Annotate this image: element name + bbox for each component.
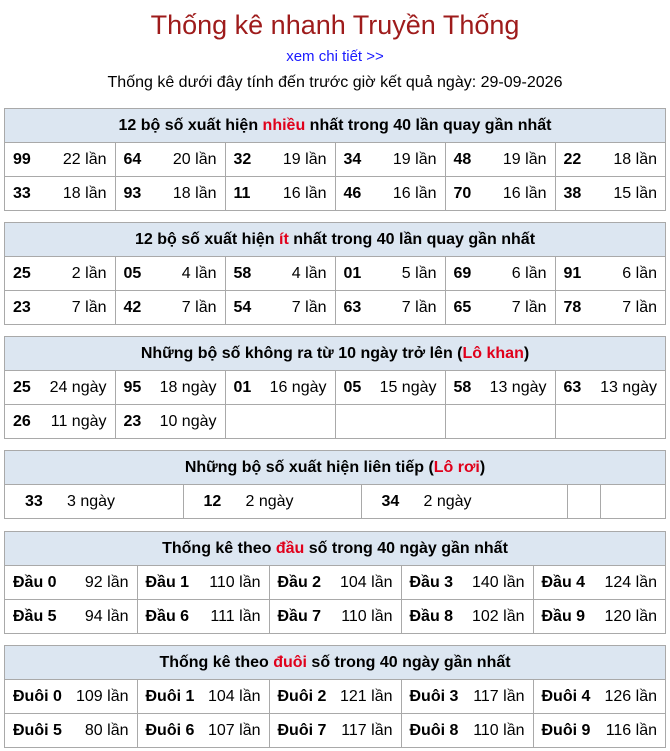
stat-cell xyxy=(401,600,533,634)
stat-number: Đuôi 4 xyxy=(541,687,591,705)
stat-cell xyxy=(335,257,445,291)
stat-number: Đuôi 0 xyxy=(13,687,62,705)
stat-number: Đuôi 6 xyxy=(145,721,195,739)
stat-count: 124 lần xyxy=(604,573,657,591)
stat-number: Đầu 9 xyxy=(541,607,586,625)
stat-cell xyxy=(225,371,335,405)
stat-cell xyxy=(5,371,115,405)
stat-count: 102 lần xyxy=(472,607,525,625)
stat-count: 20 lần xyxy=(172,150,217,168)
stat-number: Đầu 2 xyxy=(277,573,322,591)
stat-count: 22 lần xyxy=(62,150,107,168)
tail-digit-table xyxy=(5,680,665,747)
stat-cell xyxy=(445,177,555,211)
stat-cell xyxy=(335,371,445,405)
table-row xyxy=(5,566,665,600)
stat-count: 110 lần xyxy=(341,607,393,625)
section-heading: 12 bộ số xuất hiện ít nhất trong 40 lần quay gần nhất xyxy=(5,223,665,257)
stat-cell xyxy=(115,405,225,439)
head-digit-table xyxy=(5,566,665,633)
stat-number: 58 xyxy=(453,378,472,396)
stat-count: 5 lần xyxy=(401,264,437,282)
stat-number: 95 xyxy=(123,378,142,396)
list-item: 12 2 ngày xyxy=(183,485,361,518)
stat-number: 63 xyxy=(563,378,582,396)
stat-number: 25 xyxy=(13,378,31,396)
stat-cell xyxy=(225,143,335,177)
stat-number: Đầu 5 xyxy=(13,607,57,625)
stat-number: Đuôi 2 xyxy=(277,687,327,705)
stat-cell xyxy=(115,257,225,291)
stat-cell xyxy=(335,291,445,325)
lo-khan-section xyxy=(4,336,666,439)
stat-number: 58 xyxy=(233,264,252,282)
stat-number: 01 xyxy=(343,264,362,282)
stat-count: 80 lần xyxy=(84,721,129,739)
stat-cell xyxy=(115,177,225,211)
stat-number: Đầu 7 xyxy=(277,607,322,625)
stat-cell xyxy=(269,600,401,634)
stat-count: 92 lần xyxy=(84,573,129,591)
section-heading: Những bộ số xuất hiện liên tiếp (Lô rơi) xyxy=(5,451,665,485)
stat-count: 7 lần xyxy=(291,298,327,316)
stat-number: Đuôi 7 xyxy=(277,721,327,739)
stat-cell xyxy=(445,291,555,325)
table-row xyxy=(5,600,665,634)
stat-cell xyxy=(137,566,269,600)
stat-count: 6 lần xyxy=(622,264,657,282)
stat-count: 19 lần xyxy=(502,150,547,168)
stat-count: 7 lần xyxy=(71,298,107,316)
stat-cell xyxy=(335,177,445,211)
stat-cell xyxy=(115,143,225,177)
table-row xyxy=(5,405,665,439)
stat-number: 78 xyxy=(563,298,582,316)
stat-count: 111 lần xyxy=(210,607,261,625)
stat-count: 15 ngày xyxy=(379,378,437,396)
stat-cell xyxy=(5,291,115,325)
stat-number: 25 xyxy=(13,264,31,282)
stat-count: 6 lần xyxy=(511,264,547,282)
stat-cell xyxy=(225,257,335,291)
stat-cell xyxy=(115,371,225,405)
stat-cell xyxy=(555,257,665,291)
stat-count: 18 ngày xyxy=(159,378,217,396)
stat-number: 48 xyxy=(453,150,472,168)
stat-count: 7 lần xyxy=(181,298,217,316)
stat-cell xyxy=(137,600,269,634)
stat-cell xyxy=(5,714,137,748)
stat-count: 94 lần xyxy=(84,607,129,625)
stat-count: 16 lần xyxy=(502,184,547,202)
stat-number: 23 xyxy=(123,412,142,430)
stat-number: 91 xyxy=(563,264,582,282)
stat-number: Đầu 6 xyxy=(145,607,190,625)
stat-number: Đầu 1 xyxy=(145,573,190,591)
table-row xyxy=(5,291,665,325)
stat-number: Đuôi 1 xyxy=(145,687,195,705)
stat-cell xyxy=(5,680,137,714)
least-frequent-section xyxy=(4,222,666,325)
stat-number: 05 xyxy=(343,378,362,396)
stat-number: 46 xyxy=(343,184,362,202)
table-row xyxy=(5,257,665,291)
stat-count: 18 lần xyxy=(613,150,657,168)
least-frequent-table xyxy=(5,257,665,324)
stat-cell xyxy=(225,177,335,211)
stat-count: 16 lần xyxy=(282,184,327,202)
most-frequent-table xyxy=(5,143,665,210)
stat-count: 7 lần xyxy=(401,298,437,316)
stat-number: 22 xyxy=(563,150,582,168)
stat-cell xyxy=(225,291,335,325)
stat-cell xyxy=(5,177,115,211)
stat-cell xyxy=(445,257,555,291)
tail-digit-section xyxy=(4,645,666,748)
stat-number: Đầu 4 xyxy=(541,573,586,591)
stat-cell xyxy=(137,680,269,714)
stat-number: 26 xyxy=(13,412,31,430)
most-frequent-section xyxy=(4,108,666,211)
stat-number: 42 xyxy=(123,298,142,316)
stat-count: 110 lần xyxy=(209,573,261,591)
stat-count: 2 lần xyxy=(71,264,107,282)
page-subtitle: Thống kê dưới đây tính đến trước giờ kết quả ngày: 29-09-2026 xyxy=(107,74,563,91)
stat-cell xyxy=(115,291,225,325)
empty-cell xyxy=(567,485,600,518)
stat-count: 16 lần xyxy=(392,184,437,202)
stat-number: 64 xyxy=(123,150,142,168)
stat-cell xyxy=(335,143,445,177)
stat-cell xyxy=(401,680,533,714)
section-heading: 12 bộ số xuất hiện nhiều nhất trong 40 lần quay gần nhất xyxy=(5,109,665,143)
stat-count: 107 lần xyxy=(208,721,261,739)
stat-number: 54 xyxy=(233,298,252,316)
stat-cell xyxy=(555,371,665,405)
section-heading: Thống kê theo đuôi số trong 40 ngày gần nhất xyxy=(5,646,665,680)
stat-count: 16 ngày xyxy=(269,378,327,396)
stat-number: 93 xyxy=(123,184,142,202)
stat-cell xyxy=(5,600,137,634)
stat-count: 7 lần xyxy=(511,298,547,316)
stat-number: 05 xyxy=(123,264,142,282)
stat-cell xyxy=(555,143,665,177)
stat-cell xyxy=(137,714,269,748)
list-item: 33 3 ngày xyxy=(5,485,183,518)
stat-number: 32 xyxy=(233,150,252,168)
stat-number: 34 xyxy=(343,150,362,168)
stat-count: 121 lần xyxy=(340,687,393,705)
stat-cell xyxy=(5,566,137,600)
stat-cell xyxy=(533,600,665,634)
stat-number: 65 xyxy=(453,298,472,316)
stat-number: Đầu 3 xyxy=(409,573,454,591)
stat-count: 117 lần xyxy=(341,721,393,739)
stat-number: Đuôi 9 xyxy=(541,721,591,739)
stat-cell xyxy=(533,714,665,748)
stat-cell xyxy=(269,680,401,714)
stat-cell xyxy=(269,714,401,748)
stat-cell xyxy=(335,405,445,439)
stat-number: 99 xyxy=(13,150,31,168)
table-row xyxy=(5,177,665,211)
stat-count: 104 lần xyxy=(208,687,261,705)
stat-count: 15 lần xyxy=(613,184,657,202)
stat-count: 11 ngày xyxy=(50,412,107,430)
stat-count: 19 lần xyxy=(282,150,327,168)
stat-count: 117 lần xyxy=(473,687,525,705)
stat-count: 18 lần xyxy=(62,184,107,202)
stat-count: 120 lần xyxy=(604,607,657,625)
stat-number: 38 xyxy=(563,184,582,202)
stat-count: 110 lần xyxy=(473,721,525,739)
stat-number: 33 xyxy=(13,184,31,202)
stat-count: 109 lần xyxy=(76,687,129,705)
stat-cell xyxy=(533,680,665,714)
page-title: Thống kê nhanh Truyền Thống xyxy=(150,10,520,40)
stat-number: Đuôi 5 xyxy=(13,721,62,739)
stat-cell xyxy=(5,143,115,177)
empty-cell xyxy=(600,485,667,518)
table-row xyxy=(5,714,665,748)
stat-cell xyxy=(555,291,665,325)
stat-cell xyxy=(445,143,555,177)
table-row xyxy=(5,680,665,714)
section-heading: Thống kê theo đầu số trong 40 ngày gần nhất xyxy=(5,532,665,566)
stat-count: 140 lần xyxy=(472,573,525,591)
stat-count: 4 lần xyxy=(181,264,217,282)
stat-count: 13 ngày xyxy=(600,378,657,396)
lo-khan-table xyxy=(5,371,665,438)
stat-number: 11 xyxy=(233,184,251,202)
stat-count: 104 lần xyxy=(340,573,393,591)
stat-number: 01 xyxy=(233,378,252,396)
stat-number: Đuôi 8 xyxy=(409,721,459,739)
stat-count: 7 lần xyxy=(622,298,657,316)
lo-roi-table xyxy=(5,485,667,518)
stat-cell xyxy=(555,405,665,439)
stat-number: 69 xyxy=(453,264,472,282)
stat-number: 23 xyxy=(13,298,31,316)
stat-number: Đầu 0 xyxy=(13,573,57,591)
stat-cell xyxy=(555,177,665,211)
stat-count: 18 lần xyxy=(172,184,217,202)
view-details-link[interactable]: xem chi tiết >> xyxy=(286,48,384,65)
stat-cell xyxy=(269,566,401,600)
stat-count: 116 lần xyxy=(605,721,657,739)
table-row xyxy=(5,371,665,405)
stat-cell xyxy=(225,405,335,439)
stat-cell xyxy=(445,405,555,439)
stat-count: 4 lần xyxy=(291,264,327,282)
stat-number: Đầu 8 xyxy=(409,607,454,625)
stat-number: 63 xyxy=(343,298,362,316)
stat-number: Đuôi 3 xyxy=(409,687,459,705)
lo-roi-section xyxy=(4,450,666,519)
head-digit-section xyxy=(4,531,666,634)
stat-count: 24 ngày xyxy=(49,378,107,396)
stat-cell xyxy=(533,566,665,600)
stat-cell xyxy=(401,566,533,600)
section-heading: Những bộ số không ra từ 10 ngày trở lên (Lô khan) xyxy=(5,337,665,371)
stat-count: 13 ngày xyxy=(489,378,547,396)
stat-count: 126 lần xyxy=(604,687,657,705)
stat-count: 10 ngày xyxy=(159,412,217,430)
list-item: 34 2 ngày xyxy=(361,485,567,518)
stat-cell xyxy=(5,257,115,291)
table-row xyxy=(5,143,665,177)
stat-cell xyxy=(401,714,533,748)
stat-cell xyxy=(445,371,555,405)
stat-cell xyxy=(5,405,115,439)
stat-number: 70 xyxy=(453,184,472,202)
stat-count: 19 lần xyxy=(392,150,437,168)
